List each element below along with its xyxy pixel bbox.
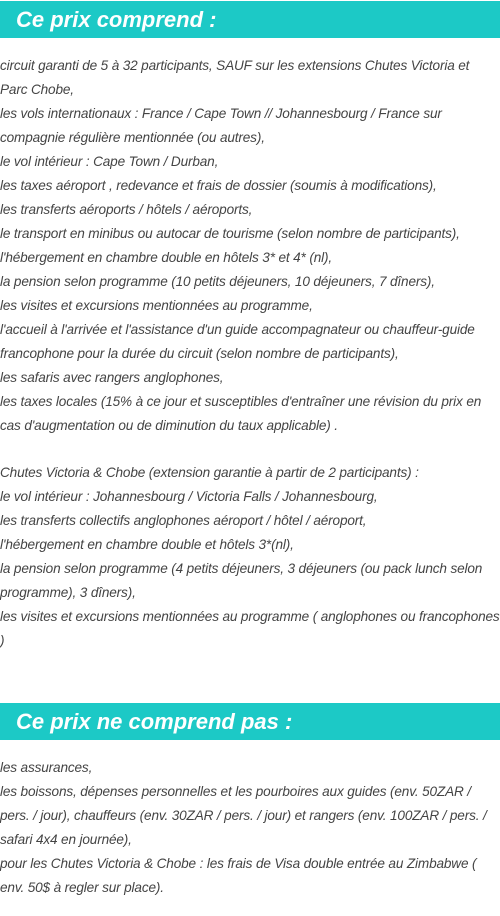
list-item: l'accueil à l'arrivée et l'assistance d'un guide accompagnateur ou chauffeur-guide francophone pour la durée du circuit (selon nombre de participants),: [0, 322, 475, 361]
list-item: l'hébergement en chambre double et hôtels 3*(nl),: [0, 537, 294, 552]
price-includes-heading: Ce prix comprend :: [0, 1, 500, 38]
price-excludes-heading: Ce prix ne comprend pas :: [0, 703, 500, 740]
list-item: les boissons, dépenses personnelles et les pourboires aux guides (env. 50ZAR / pers. / jour), chauffeurs (env. 30ZAR / pers. / jour) et rangers (env. 100ZAR / pers. / safari 4x4 en journée),: [0, 784, 487, 847]
extension-includes-list: [0, 461, 500, 653]
list-item: les taxes aéroport , redevance et frais de dossier (soumis à modifications),: [0, 178, 437, 193]
list-item: le transport en minibus ou autocar de tourisme (selon nombre de participants),: [0, 226, 460, 241]
list-item: le vol intérieur : Cape Town / Durban,: [0, 154, 219, 169]
list-item: les transferts aéroports / hôtels / aéroports,: [0, 202, 253, 217]
list-item: la pension selon programme (4 petits déjeuners, 3 déjeuners (ou pack lunch selon programme), 3 dîners),: [0, 561, 483, 600]
list-item: les visites et excursions mentionnées au programme ( anglophones ou francophones ): [0, 609, 500, 648]
list-item: pour les Chutes Victoria & Chobe : les frais de Visa double entrée au Zimbabwe ( env. 50$ à regler sur place).: [0, 856, 477, 895]
price-excludes-list: [0, 756, 500, 900]
price-includes-list: [0, 54, 500, 438]
list-item: les visites et excursions mentionnées au programme,: [0, 298, 313, 313]
list-item: le vol intérieur : Johannesbourg / Victoria Falls / Johannesbourg,: [0, 489, 378, 504]
list-item: circuit garanti de 5 à 32 participants, SAUF sur les extensions Chutes Victoria et Parc Chobe,: [0, 58, 470, 97]
list-item: les taxes locales (15% à ce jour et susceptibles d'entraîner une révision du prix en cas d'augmentation ou de diminution du taux applicable) .: [0, 394, 482, 433]
extension-title: Chutes Victoria & Chobe (extension garantie à partir de 2 participants) :: [0, 465, 419, 480]
list-item: les vols internationaux : France / Cape Town // Johannesbourg / France sur compagnie régulière mentionnée (ou autres),: [0, 106, 442, 145]
list-item: les assurances,: [0, 760, 93, 775]
list-item: l'hébergement en chambre double en hôtels 3* et 4* (nl),: [0, 250, 332, 265]
list-item: la pension selon programme (10 petits déjeuners, 10 déjeuners, 7 dîners),: [0, 274, 435, 289]
list-item: les safaris avec rangers anglophones,: [0, 370, 224, 385]
list-item: les transferts collectifs anglophones aéroport / hôtel / aéroport,: [0, 513, 367, 528]
